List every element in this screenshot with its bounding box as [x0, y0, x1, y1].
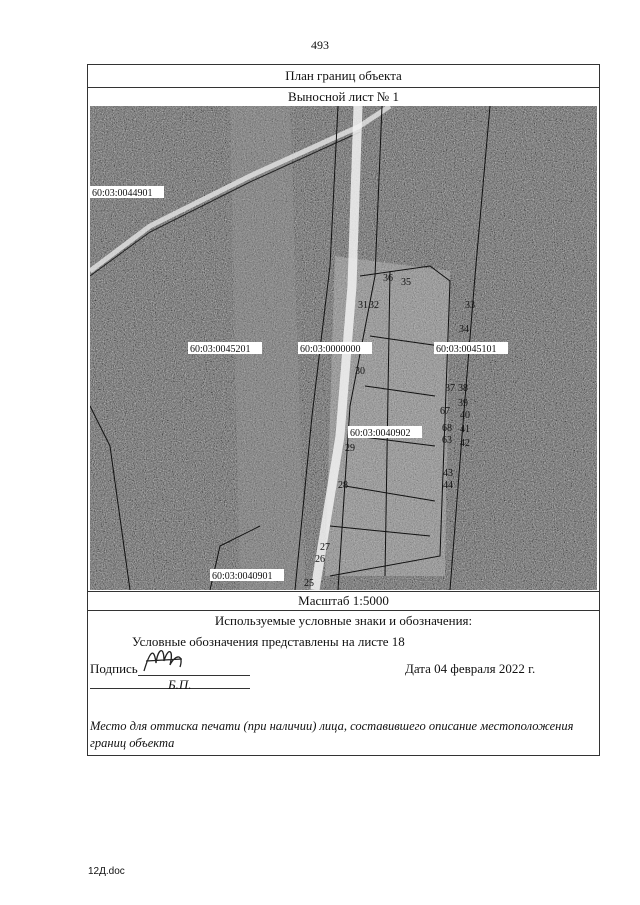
boundary-plan-frame: [87, 64, 600, 756]
sheet-title: Выносной лист № 1: [288, 89, 399, 104]
point-number: 40: [460, 410, 470, 421]
parcel-label-60-03-0044901: [90, 186, 164, 199]
scale-label: Масштаб 1:5000: [88, 591, 599, 611]
parcel-label-60-03-0040902: [348, 426, 422, 439]
point-number: 29: [345, 443, 355, 454]
signature-label: Подпись: [90, 661, 138, 676]
legend-heading: Используемые условные знаки и обозначения:: [214, 613, 473, 628]
legend-note: Условные обозначения представлены на листе 18: [132, 634, 405, 649]
parcel-label: 60:03:0000000: [300, 344, 361, 355]
map-svg: [90, 106, 597, 590]
satellite-map: [90, 106, 597, 590]
point-number: 43: [443, 468, 453, 479]
parcel-label: 60:03:0040902: [350, 428, 411, 439]
point-number: 26: [315, 554, 325, 565]
parcel-label: 60:03:0045201: [190, 344, 251, 355]
point-number: 41: [460, 424, 470, 435]
parcel-label: 60:03:0044901: [92, 188, 153, 199]
parcel-label: 60:03:0045101: [436, 344, 497, 355]
point-number: 25: [304, 578, 314, 589]
point-number: 42: [460, 438, 470, 449]
point-number: 39: [458, 398, 468, 409]
signature-mark: [140, 643, 188, 677]
parcel-label: 60:03:0040901: [212, 571, 273, 582]
point-number: 36: [383, 273, 393, 284]
point-number: 27: [320, 542, 330, 553]
footer-file-name: 12Д.doc: [88, 866, 125, 877]
point-number: 34: [459, 324, 469, 335]
point-number: 31: [358, 300, 368, 311]
parcel-label-60-03-0040901: [210, 569, 284, 582]
point-number: 32: [369, 300, 379, 311]
parcel-label-60-03-0000000: [298, 342, 372, 355]
point-number: 30: [355, 366, 365, 377]
point-number: 33: [465, 300, 475, 311]
date-text: Дата 04 февраля 2022 г.: [405, 661, 536, 676]
page-number: 493: [311, 38, 329, 52]
point-number: 63: [442, 435, 452, 446]
signature-initials: Б.П.: [168, 677, 192, 692]
point-number: 37: [445, 383, 455, 394]
seal-note: Место для оттиска печати (при наличии) лица, составившего описание местоположения границ объекта: [90, 719, 574, 750]
point-number: 68: [442, 423, 452, 434]
point-number: 38: [458, 383, 468, 394]
point-number: 28: [338, 480, 348, 491]
point-number: 35: [401, 277, 411, 288]
point-number: 67: [440, 406, 450, 417]
plan-title: План границ объекта: [88, 65, 599, 88]
parcel-label-60-03-0045201: [188, 342, 262, 355]
point-number: 44: [443, 480, 453, 491]
parcel-label-60-03-0045101: [434, 342, 508, 355]
